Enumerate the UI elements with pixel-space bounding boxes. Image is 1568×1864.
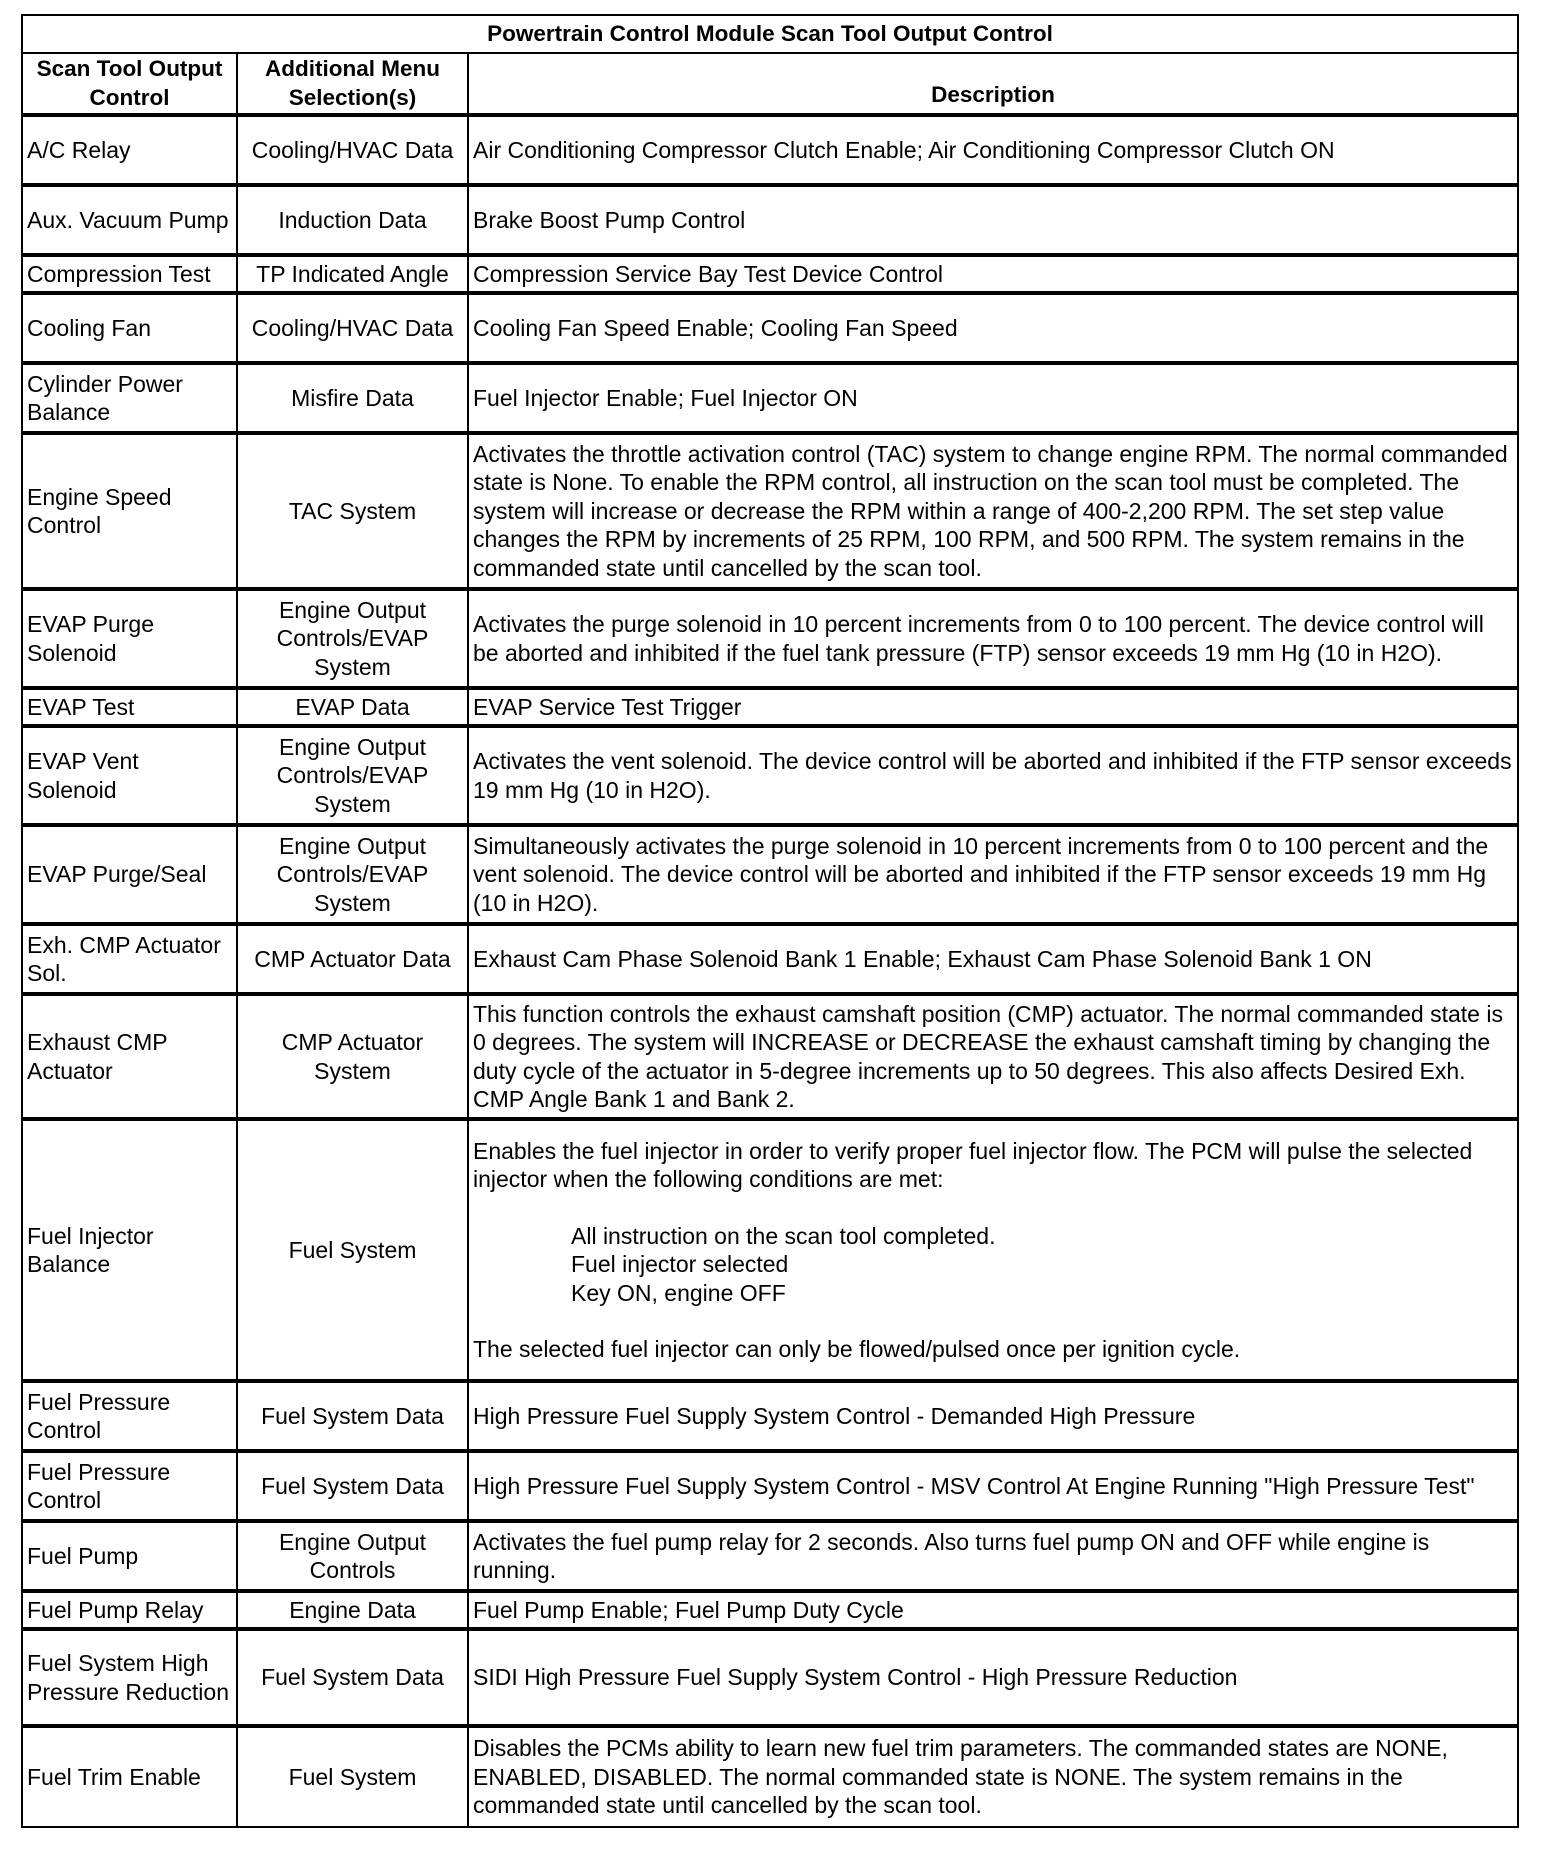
cell-output-control: Cylinder Power Balance xyxy=(22,363,237,433)
cell-menu-selection: Fuel System Data xyxy=(237,1381,468,1451)
table-row xyxy=(22,293,1518,363)
cell-description: Air Conditioning Compressor Clutch Enable; Air Conditioning Compressor Clutch ON xyxy=(468,115,1518,185)
table-title: Powertrain Control Module Scan Tool Output Control xyxy=(22,15,1518,53)
table-row xyxy=(22,1591,1518,1629)
table-row xyxy=(22,994,1518,1119)
cell-output-control: A/C Relay xyxy=(22,115,237,185)
condition-item: Key ON, engine OFF xyxy=(571,1279,786,1306)
cell-menu-selection: Cooling/HVAC Data xyxy=(237,115,468,185)
table-row xyxy=(22,825,1518,924)
cell-description xyxy=(468,1119,1518,1381)
cell-menu-selection: Engine Output Controls/EVAP System xyxy=(237,825,468,924)
cell-menu-selection: Engine Output Controls xyxy=(237,1521,468,1591)
cell-output-control: Fuel Pump xyxy=(22,1521,237,1591)
table-row xyxy=(22,363,1518,433)
cell-output-control: Fuel Pump Relay xyxy=(22,1591,237,1629)
cell-description: Fuel Pump Enable; Fuel Pump Duty Cycle xyxy=(468,1591,1518,1629)
table-title-row xyxy=(22,15,1518,53)
cell-description: Activates the fuel pump relay for 2 seconds. Also turns fuel pump ON and OFF while engine is running. xyxy=(468,1521,1518,1591)
cell-output-control: Fuel Trim Enable xyxy=(22,1726,237,1827)
cell-output-control: Compression Test xyxy=(22,255,237,293)
cell-menu-selection: Cooling/HVAC Data xyxy=(237,293,468,363)
cell-description: Cooling Fan Speed Enable; Cooling Fan Speed xyxy=(468,293,1518,363)
cell-menu-selection: CMP Actuator Data xyxy=(237,924,468,994)
cell-output-control: Fuel System High Pressure Reduction xyxy=(22,1629,237,1726)
cell-description: Activates the purge solenoid in 10 percent increments from 0 to 100 percent. The device control will be aborted and inhibited if the fuel tank pressure (FTP) sensor exceeds 19 mm Hg (10 in H2O). xyxy=(468,589,1518,688)
header-scan-tool-output-control: Scan Tool Output Control xyxy=(22,53,237,115)
cell-menu-selection: EVAP Data xyxy=(237,688,468,726)
table-row xyxy=(22,1521,1518,1591)
cell-menu-selection: Engine Data xyxy=(237,1591,468,1629)
cell-description: EVAP Service Test Trigger xyxy=(468,688,1518,726)
table-row xyxy=(22,1119,1518,1381)
table-row xyxy=(22,726,1518,825)
description-outro: The selected fuel injector can only be flowed/pulsed once per ignition cycle. xyxy=(473,1336,1241,1362)
cell-description: Activates the vent solenoid. The device control will be aborted and inhibited if the FTP sensor exceeds 19 mm Hg (10 in H2O). xyxy=(468,726,1518,825)
table-header-row xyxy=(22,53,1518,115)
table-row xyxy=(22,185,1518,255)
cell-output-control: Aux. Vacuum Pump xyxy=(22,185,237,255)
cell-menu-selection: Fuel System xyxy=(237,1726,468,1827)
scan-tool-output-control-table xyxy=(21,14,1519,1828)
table-row xyxy=(22,1381,1518,1451)
cell-menu-selection: Engine Output Controls/EVAP System xyxy=(237,726,468,825)
table-row xyxy=(22,924,1518,994)
cell-output-control: Exh. CMP Actuator Sol. xyxy=(22,924,237,994)
table-row xyxy=(22,255,1518,293)
cell-description: Activates the throttle activation control (TAC) system to change engine RPM. The normal commanded state is None. To enable the RPM control, all instruction on the scan tool must be completed. The system will increase or decrease the RPM within a range of 400-2,200 RPM. The set step value changes the RPM by increments of 25 RPM, 100 RPM, and 500 RPM. The system remains in the commanded state until cancelled by the scan tool. xyxy=(468,433,1518,589)
cell-output-control: Cooling Fan xyxy=(22,293,237,363)
cell-description: Fuel Injector Enable; Fuel Injector ON xyxy=(468,363,1518,433)
cell-description: Brake Boost Pump Control xyxy=(468,185,1518,255)
cell-description: Exhaust Cam Phase Solenoid Bank 1 Enable; Exhaust Cam Phase Solenoid Bank 1 ON xyxy=(468,924,1518,994)
cell-menu-selection: CMP Actuator System xyxy=(237,994,468,1119)
conditions-list xyxy=(571,1222,1513,1308)
cell-description: Simultaneously activates the purge solenoid in 10 percent increments from 0 to 100 percent and the vent solenoid. The device control will be aborted and inhibited if the FTP sensor exceeds 19 mm Hg (10 in H2O). xyxy=(468,825,1518,924)
table-row xyxy=(22,688,1518,726)
cell-output-control: Fuel Pressure Control xyxy=(22,1451,237,1521)
condition-item: Fuel injector selected xyxy=(571,1251,789,1277)
cell-menu-selection: Fuel System xyxy=(237,1119,468,1381)
table-row xyxy=(22,1726,1518,1827)
cell-description: SIDI High Pressure Fuel Supply System Control - High Pressure Reduction xyxy=(468,1629,1518,1726)
cell-output-control: EVAP Test xyxy=(22,688,237,726)
description-intro: Enables the fuel injector in order to verify proper fuel injector flow. The PCM will pulse the selected injector when the following conditions are met: xyxy=(473,1137,1473,1192)
cell-description: High Pressure Fuel Supply System Control - MSV Control At Engine Running "High Pressure Test" xyxy=(468,1451,1518,1521)
cell-output-control: Fuel Injector Balance xyxy=(22,1119,237,1381)
cell-description: Compression Service Bay Test Device Control xyxy=(468,255,1518,293)
cell-output-control: Exhaust CMP Actuator xyxy=(22,994,237,1119)
table-row xyxy=(22,433,1518,589)
cell-menu-selection: Misfire Data xyxy=(237,363,468,433)
cell-description: High Pressure Fuel Supply System Control - Demanded High Pressure xyxy=(468,1381,1518,1451)
table-row xyxy=(22,115,1518,185)
cell-menu-selection: Fuel System Data xyxy=(237,1451,468,1521)
cell-menu-selection: TP Indicated Angle xyxy=(237,255,468,293)
cell-menu-selection: Engine Output Controls/EVAP System xyxy=(237,589,468,688)
table-row xyxy=(22,1451,1518,1521)
cell-output-control: Fuel Pressure Control xyxy=(22,1381,237,1451)
cell-description: This function controls the exhaust camshaft position (CMP) actuator. The normal commanded state is 0 degrees. The system will INCREASE or DECREASE the exhaust camshaft timing by changing the duty cycle of the actuator in 5-degree increments up to 50 degrees. This also affects Desired Exh. CMP Angle Bank 1 and Bank 2. xyxy=(468,994,1518,1119)
cell-output-control: EVAP Purge Solenoid xyxy=(22,589,237,688)
cell-output-control: EVAP Purge/Seal xyxy=(22,825,237,924)
cell-output-control: EVAP Vent Solenoid xyxy=(22,726,237,825)
cell-menu-selection: Fuel System Data xyxy=(237,1629,468,1726)
table-row xyxy=(22,589,1518,688)
table-row xyxy=(22,1629,1518,1726)
cell-output-control: Engine Speed Control xyxy=(22,433,237,589)
cell-menu-selection: TAC System xyxy=(237,433,468,589)
header-description: Description xyxy=(468,53,1518,115)
cell-description: Disables the PCMs ability to learn new fuel trim parameters. The commanded states are NONE, ENABLED, DISABLED. The normal commanded state is NONE. The system remains in the commanded state until cancelled by the scan tool. xyxy=(468,1726,1518,1827)
header-additional-menu-selections: Additional Menu Selection(s) xyxy=(237,53,468,115)
cell-menu-selection: Induction Data xyxy=(237,185,468,255)
condition-item: All instruction on the scan tool completed. xyxy=(571,1222,996,1249)
